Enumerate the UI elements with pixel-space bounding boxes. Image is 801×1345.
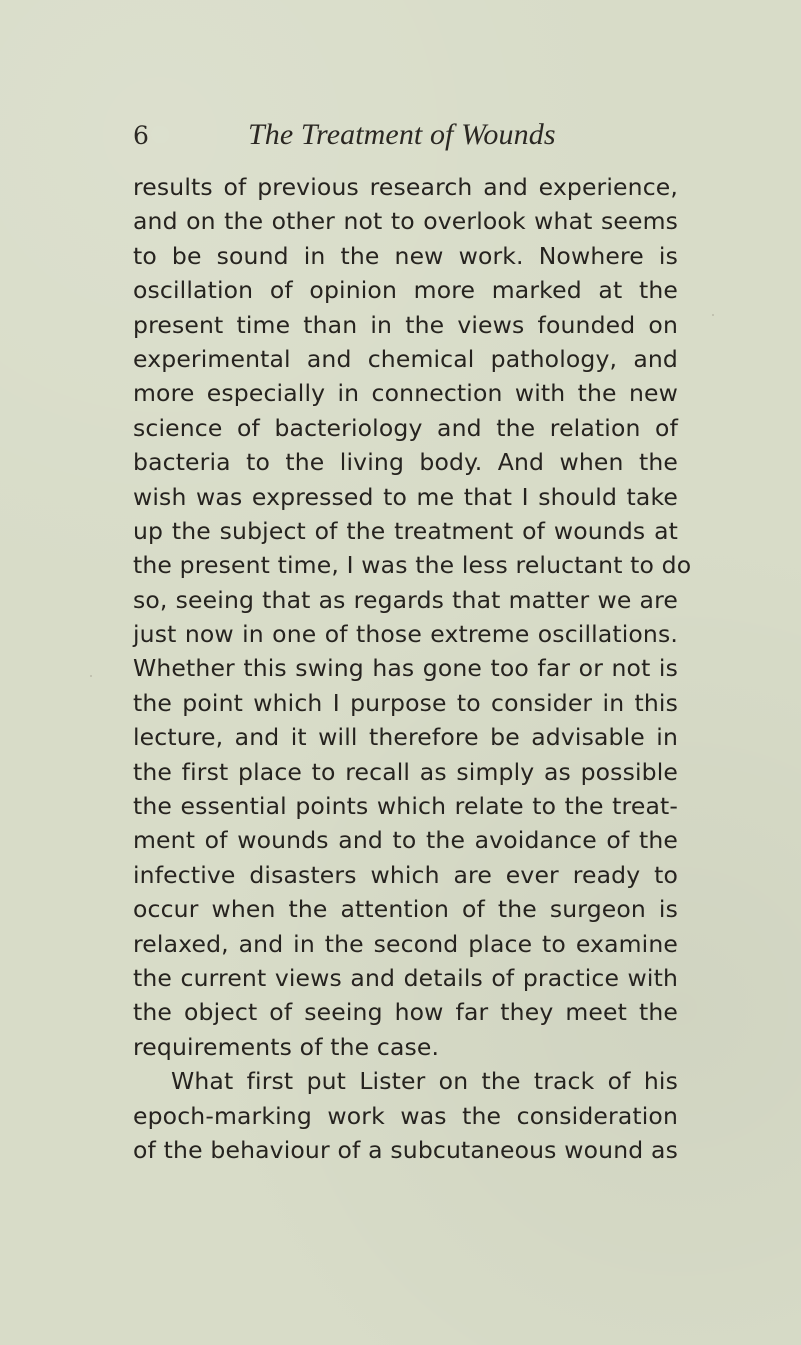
body-line-23: relaxed, and in the second place to examine <box>133 929 678 958</box>
body-line-2: and on the other not to overlook what seems <box>133 207 678 236</box>
body-line-1: results of previous research and experience, <box>133 173 678 201</box>
body-line-9: bacteria to the living body. And when the <box>133 448 678 477</box>
body-line-5: present time than in the views founded on <box>133 310 678 339</box>
body-text <box>133 170 692 1167</box>
body-line-13: so, seeing that as regards that matter we are <box>133 585 678 614</box>
body-line-15: Whether this swing has gone too far or not is <box>133 654 678 683</box>
page-number: 6 <box>133 121 149 150</box>
body-line-3: to be sound in the new work. Nowhere is <box>133 241 678 270</box>
body-line-6: experimental and chemical pathology, and <box>133 344 678 373</box>
body-line-25: the object of seeing how far they meet the <box>133 998 678 1027</box>
body-line-16: the point which I purpose to consider in this <box>133 688 678 717</box>
body-line-27: What first put Lister on the track of his <box>171 1067 678 1096</box>
body-line-29: of the behaviour of a subcutaneous wound as <box>133 1135 678 1164</box>
body-line-22: occur when the attention of the surgeon is <box>133 895 678 924</box>
paper-speck <box>712 314 714 316</box>
body-line-19: the essential points which relate to the treat- <box>133 792 678 821</box>
paper-speck <box>618 1156 619 1157</box>
body-line-17: lecture, and it will therefore be advisable in <box>133 723 678 752</box>
body-line-18: the first place to recall as simply as possible <box>133 757 678 786</box>
body-line-7: more especially in connection with the new <box>133 379 678 408</box>
body-line-20: ment of wounds and to the avoidance of the <box>133 826 678 855</box>
body-line-28: epoch-marking work was the consideration <box>133 1101 678 1130</box>
body-line-24: the current views and details of practice with <box>133 963 678 992</box>
body-line-21: infective disasters which are ever ready to <box>133 860 678 889</box>
body-line-10: wish was expressed to me that I should take <box>133 482 678 511</box>
body-line-14: just now in one of those extreme oscillations. <box>133 620 678 649</box>
body-line-12: the present time, I was the less reluctant to do <box>133 551 692 580</box>
running-title: The Treatment of Wounds <box>248 118 556 151</box>
paper-speck <box>90 675 92 677</box>
body-line-8: science of bacteriology and the relation of <box>133 413 678 442</box>
body-line-4: oscillation of opinion more marked at the <box>133 276 678 305</box>
body-line-26: requirements of the case. <box>133 1032 440 1061</box>
page-header <box>0 118 801 158</box>
body-line-11: up the subject of the treatment of wounds at <box>133 516 678 545</box>
